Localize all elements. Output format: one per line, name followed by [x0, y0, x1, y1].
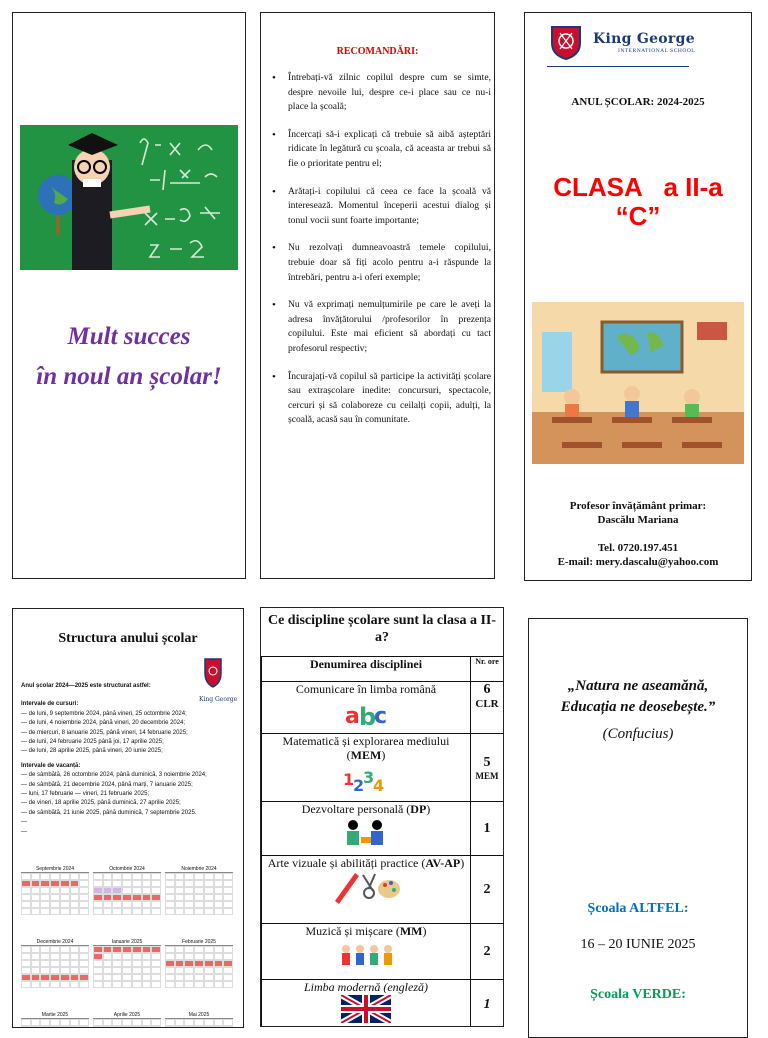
svg-text:a: a: [345, 704, 360, 729]
subject-cell: [262, 734, 471, 802]
class-title-line-1: CLASA a II-a: [553, 172, 723, 202]
abc-letters-icon: [341, 697, 391, 731]
school-crest-icon: [548, 23, 584, 61]
month-name: Septembrie 2024: [21, 866, 89, 873]
recommendation-item: • Nu rezolvați dumneavoastră temele copilului, trebuie doar să fiți acolo pentru a-i răspunde la întrebări, pentru a-i oferi exemple;: [269, 241, 491, 285]
table-row: [262, 924, 504, 980]
table-row: [262, 682, 504, 734]
table-header-row: [262, 657, 504, 682]
subject-cell: [262, 980, 471, 1028]
holiday-interval: — luni, 17 februarie — vineri, 21 februarie 2025;: [21, 791, 150, 798]
month-name: Aprilie 2025: [93, 1012, 161, 1019]
month-calendar: [21, 939, 89, 988]
month-name: Februarie 2025: [165, 939, 233, 946]
course-interval: — de luni, 24 februarie 2025 până joi, 17 aprilie 2025;: [21, 739, 164, 746]
quote-panel: [528, 618, 748, 1038]
teacher-info: [525, 499, 751, 569]
holiday-interval: — de sâmbătă, 26 octombrie 2024, până duminică, 3 noiembrie 2024;: [21, 772, 207, 779]
logo-name: King George: [593, 31, 695, 47]
quote-line-1: „Natura ne aseamănă,: [567, 678, 709, 694]
month-calendar: [93, 1012, 161, 1028]
month-name: Ianuarie 2025: [93, 939, 161, 946]
numbers-icon: [341, 763, 391, 795]
courses-title: Intervale de cursuri:: [21, 701, 79, 708]
hours-header: Nr. ore: [471, 657, 504, 682]
subject-paren: ): [381, 748, 386, 762]
subject-abbr: MEM: [350, 748, 382, 762]
subject-cell: [262, 856, 471, 924]
month-name: Mai 2025: [165, 1012, 233, 1019]
month-name: Decembrie 2024: [21, 939, 89, 946]
hours-abbr: CLR: [475, 698, 499, 710]
course-interval: — de luni, 28 aprilie 2025, până vineri, 20 iunie 2025;: [21, 748, 163, 755]
subject-abbr: AV-AP: [425, 856, 461, 870]
svg-text:4: 4: [373, 776, 385, 795]
month-calendar: [21, 1012, 89, 1028]
svg-text:3: 3: [363, 768, 375, 787]
table-row: [262, 802, 504, 856]
structure-intro: Anul școlar 2024—2025 este structurat astfel:: [21, 683, 151, 689]
holiday-interval: — de sâmbătă, 21 decembrie 2024, până marți, 7 ianuarie 2025;: [21, 781, 193, 788]
holidays-title: Intervale de vacanță:: [21, 762, 81, 769]
teacher-phone: Tel. 0720.197.451: [597, 542, 679, 554]
people-talking-icon: [341, 817, 391, 847]
holiday-interval: — de sâmbătă, 21 iunie 2025, până duminică, 7 septembrie 2025.: [21, 809, 197, 816]
subject-paren: ): [426, 802, 431, 816]
quote: [529, 676, 747, 718]
teacher-name: Dascălu Mariana: [597, 514, 679, 526]
month-calendar: [93, 939, 161, 988]
svg-text:1: 1: [343, 770, 355, 789]
quote-author: (Confucius): [602, 726, 674, 742]
recommendation-item: • Încurajați-vă copilul să participe la activități școlare sau extrașcolare inedite: concursuri, spectacole, cercuri și să colaboreze cu ceilalți copii, adulți, la școală, acasă sau în comunitate.: [269, 370, 491, 428]
svg-text:c: c: [374, 704, 388, 729]
class-cover-panel: [524, 12, 752, 581]
month-calendar: [93, 866, 161, 915]
quote-line-2: Educația ne deosebește.”: [560, 699, 716, 715]
hours-value: 2: [483, 881, 491, 897]
recommendations-panel: [260, 12, 495, 579]
success-line-1: Mult succes: [67, 323, 191, 350]
logo-subtitle: INTERNATIONAL SCHOOL: [618, 48, 696, 54]
subjects-table: [261, 656, 504, 1027]
scoala-altfel-title: Școala ALTFEL:: [587, 901, 689, 916]
logo-divider: [547, 66, 689, 67]
teacher-role: Profesor învățământ primar:: [569, 500, 707, 512]
subject-cell: [262, 682, 471, 734]
art-supplies-icon: [331, 871, 401, 905]
hours-value: 5: [483, 754, 491, 770]
svg-text:b: b: [359, 703, 377, 731]
child-teacher-image: [20, 125, 238, 270]
recommendation-item: • Încercați să-i explicați că trebuie să aibă așteptări ridicate în legătură cu școala, că aceasta ar trebui să fie o prioritate pentru el;: [269, 128, 491, 172]
subject-name: Dezvoltare personală (: [301, 802, 411, 816]
structure-text: Anul școlar 2024—2025 este structurat astfel: Intervale de cursuri: — de luni, 9 septembrie 2024, până vineri, 25 octombrie 2024; — de luni, 4 noiembrie 2024, până vineri, 20 decembrie 2024; — de miercuri, 8 ianuarie 2025, până vineri, 14 februarie 2025; — de luni, 24 februarie 2025 până joi, 17 aprilie 2025; — de luni, 28 aprilie 2025, până vineri, 20 iunie 2025; Intervale de vacanță: — de sâmbătă, 26 octombrie 2024, până duminică, 3 noiembrie 2024; — de sâmbătă, 21 decembrie 2024, până marți, 7 ianuarie 2025; — luni, 17 februarie — vineri, 21 februarie 2025; — de vineri, 18 aprilie 2025, până duminică, 27 aprilie 2025; — de sâmbătă, 21 iunie 2025, până duminică, 7 septembrie 2025. — —: [21, 682, 211, 837]
class-title-line-2: “C”: [615, 201, 661, 231]
class-title: [525, 173, 751, 231]
subject-cell: [262, 924, 471, 980]
subject-cell: [262, 802, 471, 856]
hours-value: 6: [483, 682, 491, 697]
classroom-image: [532, 302, 744, 464]
scoala-altfel-date: 16 – 20 IUNIE 2025: [580, 937, 696, 952]
hours-cell: [471, 682, 504, 734]
month-calendar: [165, 939, 233, 988]
structure-title: Structura anului școlar: [58, 631, 198, 646]
subject-name: Arte vizuale și abilități practice (: [267, 856, 426, 870]
subjects-title: Ce discipline școlare sunt la clasa a II-a?: [267, 613, 497, 645]
month-calendar: [165, 1012, 233, 1028]
mini-logo-name: King George: [199, 696, 238, 703]
subject-name-header: Denumirea disciplinei: [262, 657, 471, 682]
hours-value: 2: [483, 943, 491, 959]
subject-name: Matematică și explorarea mediului (: [282, 734, 450, 762]
svg-text:2: 2: [353, 776, 365, 795]
hours-abbr: MEM: [475, 770, 499, 781]
table-row: [262, 980, 504, 1028]
table-row: [262, 856, 504, 924]
hours-cell: [471, 802, 504, 856]
month-calendar: [21, 866, 89, 915]
teacher-email: E-mail: mery.dascalu@yahoo.com: [557, 556, 719, 568]
success-line-2: în noul an școlar!: [36, 363, 222, 390]
recommendations-title: RECOMANDĂRI:: [336, 46, 419, 57]
month-calendar: [165, 866, 233, 915]
hours-cell: [471, 734, 504, 802]
month-name: Noiembrie 2024: [165, 866, 233, 873]
table-row: [262, 734, 504, 802]
month-name: Martie 2025: [21, 1012, 89, 1019]
hours-cell: [471, 924, 504, 980]
hours-cell: [471, 856, 504, 924]
recommendations-list: [269, 71, 491, 441]
hours-cell: [471, 980, 504, 1028]
hours-value: 1: [483, 820, 491, 836]
singing-children-icon: [336, 939, 396, 969]
subject-paren: ): [422, 924, 427, 938]
recommendation-item: • Nu vă exprimați nemulțumirile pe care le aveți la adresa învățătorului /profesorilor în prezența copilului. Este mai eficient să abordați cu tact profesorul respectiv;: [269, 298, 491, 356]
subject-name: Limba modernă (engleză): [304, 980, 428, 994]
holiday-interval: — de vineri, 18 aprilie 2025, până duminică, 27 aprilie 2025;: [21, 800, 181, 807]
subject-name: Muzică și mișcare (: [305, 924, 400, 938]
school-year: ANUL ȘCOLAR: 2024-2025: [571, 96, 705, 108]
recommendation-item: • Arătați-i copilului că ceea ce face la școală vă interesează. Momentul începerii acestui dialog și tonul vocii sunt foarte importante;: [269, 185, 491, 229]
cover-panel: [12, 12, 246, 579]
subject-abbr: DP: [410, 802, 427, 816]
school-year-structure-panel: [12, 608, 244, 1028]
subject-abbr: MM: [399, 924, 423, 938]
course-interval: — de miercuri, 8 ianuarie 2025, până vineri, 14 februarie 2025;: [21, 729, 188, 736]
scoala-verde-title: Școala VERDE:: [590, 987, 686, 1002]
subjects-panel: [260, 607, 504, 1027]
subject-paren: ): [460, 856, 465, 870]
uk-flag-icon: [341, 995, 391, 1023]
recommendation-item: • Întrebați-vă zilnic copilul despre cum se simte, despre nevoile lui, despre ce-i place sau ce nu-i place la școală;: [269, 71, 491, 115]
month-name: Octombrie 2024: [93, 866, 161, 873]
course-interval: — de luni, 4 noiembrie 2024, până vineri, 20 decembrie 2024;: [21, 720, 186, 727]
course-interval: — de luni, 9 septembrie 2024, până vineri, 25 octombrie 2024;: [21, 710, 187, 717]
hours-value: 1: [483, 996, 491, 1012]
subject-name: Comunicare în limba română: [295, 682, 437, 696]
